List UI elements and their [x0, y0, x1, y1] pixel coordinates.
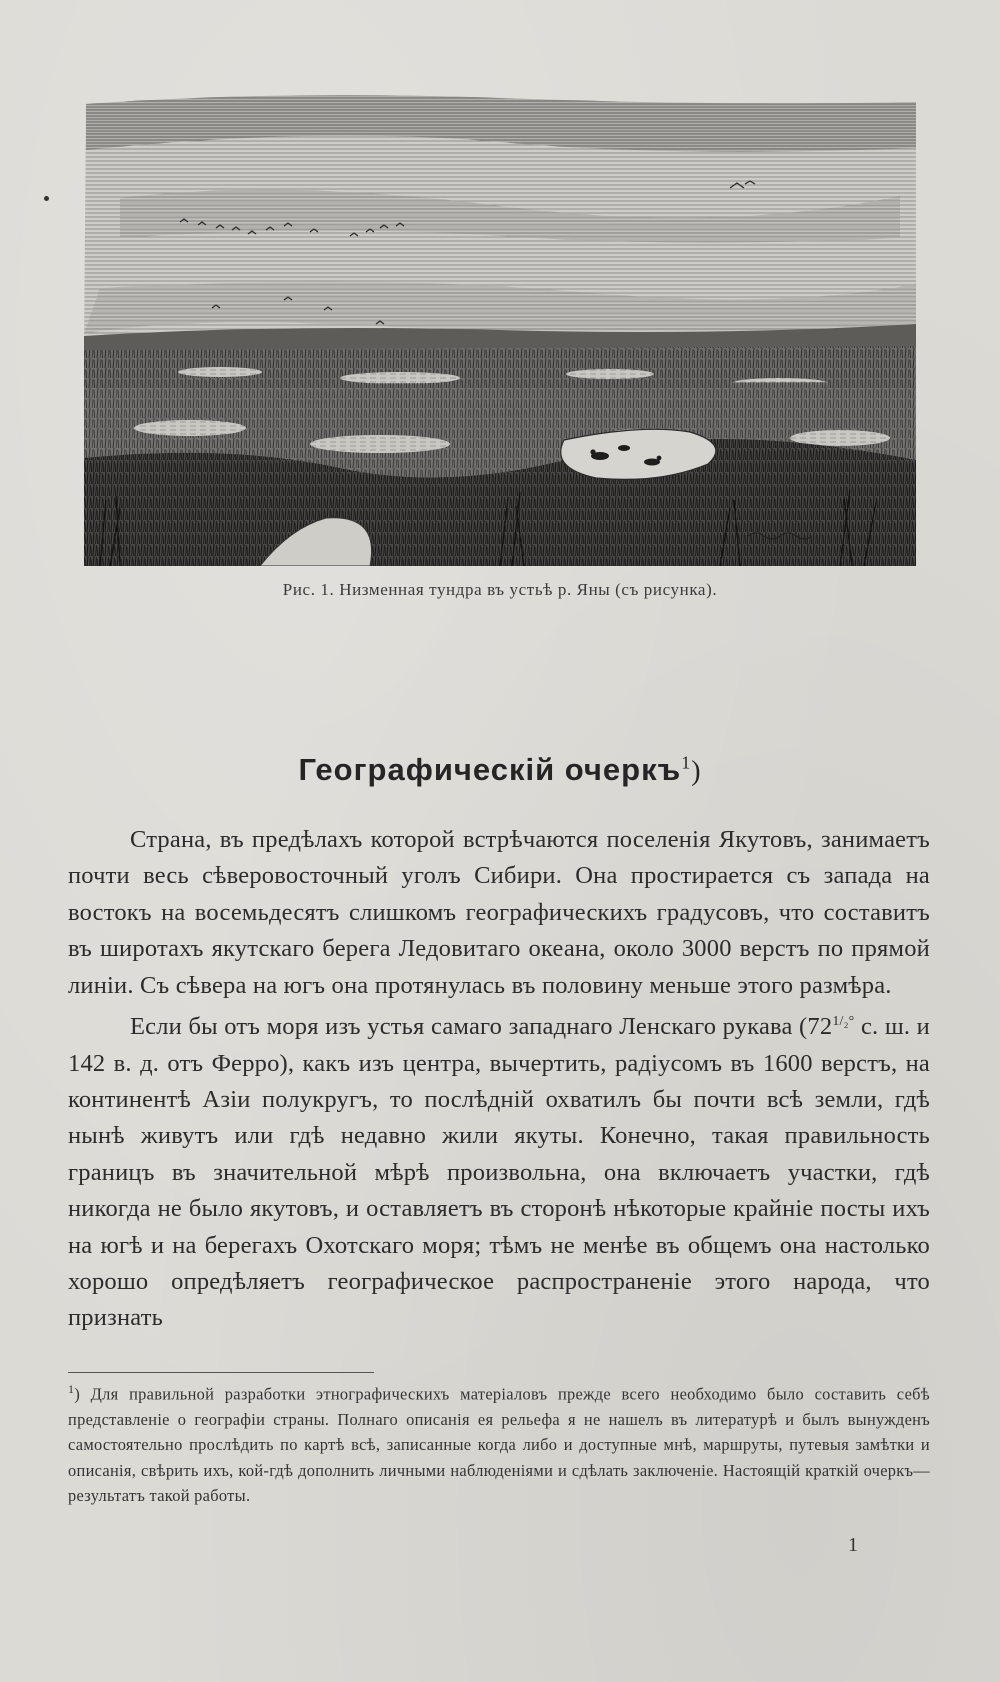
ink-speck: [44, 196, 49, 201]
body-paragraph-1: Страна, въ предѣлахъ которой встрѣчаются поселенія Якутовъ, занимаетъ почти весь сѣверовосточный уголъ Сибири. Она простирается съ запада на востокъ на восемьдесятъ слишкомъ географическихъ градусовъ, что составитъ въ широтахъ якутскаго берега Ледовитаго океана, около 3000 верстъ по прямой линіи. Съ сѣвера на югъ она протянулась въ половину меньше этого размѣра.: [68, 826, 930, 999]
figure-caption: Рис. 1. Низменная тундра въ устьѣ р. Яны (съ рисунка).: [282, 580, 718, 599]
footnote-divider: [68, 1372, 374, 1373]
body-paragraph-2: [68, 1004, 930, 1337]
footnote-reference-paren: ): [691, 756, 702, 787]
footnote-text: Для правильной разработки этнографическихъ матеріаловъ прежде всего необходимо было составить себѣ представленіе о географіи страны. Полнаго описанія ея рельефа я не нашелъ въ литературѣ и былъ вынужденъ самостоятельно прослѣдить по картѣ всѣ, записанные когда либо и доступные мнѣ, маршруты, путевыя замѣтки и описанія, свѣрить ихъ, кой-гдѣ дополнить личными наблюденіями и сдѣлать заключеніе. Настоящій краткій очеркъ—результатъ такой работы.: [68, 1384, 930, 1506]
footnote-reference[interactable]: 1: [681, 752, 692, 773]
page-number: 1: [848, 1534, 858, 1556]
footnote-mark: 1: [68, 1382, 75, 1396]
footnote-paragraph: [68, 1377, 930, 1509]
footnote-mark-paren: ): [74, 1384, 81, 1404]
section-title: Географическій очеркъ: [298, 752, 682, 787]
body-paragraph-2-rest: с. ш. и 142 в. д. отъ Ферро), какъ изъ центра, вычертить, радіусомъ въ 1600 верстъ, на континентѣ Азіи полукругъ, то послѣдній охватилъ бы почти всѣ земли, гдѣ нынѣ живутъ или гдѣ недавно жили якуты. Конечно, такая правильность границъ въ значительной мѣрѣ произвольна, она включаетъ участки, гдѣ никогда не было якутовъ, и оставляетъ въ сторонѣ нѣкоторые крайніе посты ихъ на югѣ и на берегахъ Охотскаго моря; тѣмъ не менѣе въ общемъ она настолько хорошо опредѣляетъ географическое распространеніе этого народа, что признать: [68, 1013, 930, 1332]
latitude-fraction-numerator: 1: [832, 1014, 840, 1030]
section-heading: [0, 752, 1000, 788]
footnote: [68, 1377, 930, 1509]
latitude-fraction-denominator: /₂°: [839, 1014, 855, 1030]
tundra-engraving-illustration: [80, 88, 920, 566]
body-text: [68, 822, 930, 1337]
body-paragraph-2-start: Если бы отъ моря изъ устья самаго западнаго Ленскаго рукава (72: [130, 1013, 833, 1041]
